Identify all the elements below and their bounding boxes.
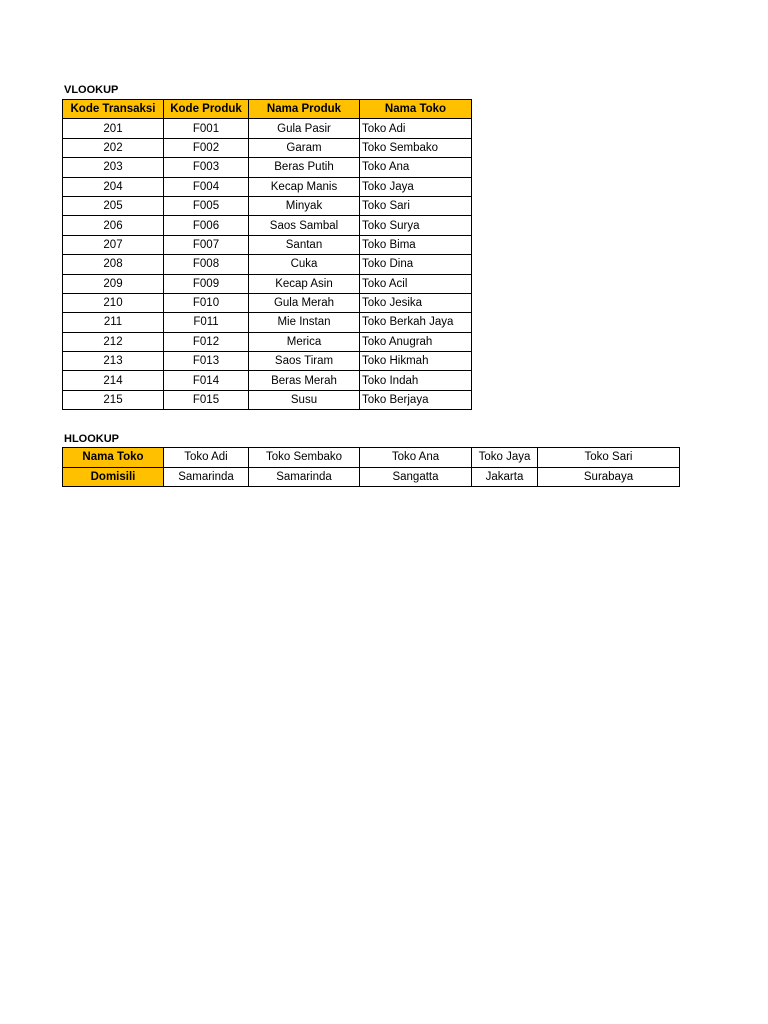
- header-nama-produk: Nama Produk: [249, 100, 360, 119]
- table-row: [63, 293, 472, 312]
- nama-produk-cell[interactable]: Garam: [249, 138, 360, 157]
- nama-produk-cell[interactable]: Santan: [249, 235, 360, 254]
- nama-produk-cell[interactable]: Saos Sambal: [249, 216, 360, 235]
- table-row: [63, 235, 472, 254]
- hlookup-cell[interactable]: Toko Adi: [164, 448, 249, 468]
- nama-toko-cell[interactable]: Toko Jesika: [360, 293, 472, 312]
- kode-produk-cell[interactable]: F015: [164, 390, 249, 409]
- kode-produk-cell[interactable]: F005: [164, 196, 249, 215]
- kode-transaksi-cell[interactable]: 202: [63, 138, 164, 157]
- kode-transaksi-cell[interactable]: 208: [63, 255, 164, 274]
- hlookup-table: [62, 447, 680, 487]
- kode-produk-cell[interactable]: F002: [164, 138, 249, 157]
- nama-produk-cell[interactable]: Kecap Manis: [249, 177, 360, 196]
- kode-transaksi-cell[interactable]: 204: [63, 177, 164, 196]
- header-kode-transaksi: Kode Transaksi: [63, 100, 164, 119]
- table-row: [63, 371, 472, 390]
- table-row: [63, 158, 472, 177]
- kode-transaksi-cell[interactable]: 215: [63, 390, 164, 409]
- table-row: [63, 313, 472, 332]
- hlookup-cell[interactable]: Surabaya: [538, 467, 680, 487]
- nama-toko-cell[interactable]: Toko Berkah Jaya: [360, 313, 472, 332]
- vlookup-table: [62, 99, 472, 410]
- nama-produk-cell[interactable]: Gula Merah: [249, 293, 360, 312]
- kode-transaksi-cell[interactable]: 209: [63, 274, 164, 293]
- nama-toko-cell[interactable]: Toko Bima: [360, 235, 472, 254]
- domisili-row: [63, 467, 680, 487]
- nama-produk-cell[interactable]: Merica: [249, 332, 360, 351]
- nama-toko-cell[interactable]: Toko Anugrah: [360, 332, 472, 351]
- nama-produk-cell[interactable]: Mie Instan: [249, 313, 360, 332]
- hlookup-cell[interactable]: Samarinda: [249, 467, 360, 487]
- kode-produk-cell[interactable]: F011: [164, 313, 249, 332]
- kode-transaksi-cell[interactable]: 201: [63, 119, 164, 138]
- nama-toko-cell[interactable]: Toko Indah: [360, 371, 472, 390]
- kode-produk-cell[interactable]: F001: [164, 119, 249, 138]
- table-row: [63, 274, 472, 293]
- kode-produk-cell[interactable]: F006: [164, 216, 249, 235]
- kode-produk-cell[interactable]: F009: [164, 274, 249, 293]
- hlookup-cell[interactable]: Jakarta: [472, 467, 538, 487]
- kode-produk-cell[interactable]: F014: [164, 371, 249, 390]
- table-row: [63, 390, 472, 409]
- table-row: [63, 332, 472, 351]
- kode-transaksi-cell[interactable]: 213: [63, 352, 164, 371]
- nama-produk-cell[interactable]: Beras Merah: [249, 371, 360, 390]
- kode-produk-cell[interactable]: F007: [164, 235, 249, 254]
- nama-produk-cell[interactable]: Beras Putih: [249, 158, 360, 177]
- kode-produk-cell[interactable]: F008: [164, 255, 249, 274]
- kode-transaksi-cell[interactable]: 203: [63, 158, 164, 177]
- hlookup-cell[interactable]: Samarinda: [164, 467, 249, 487]
- hlookup-cell[interactable]: Sangatta: [360, 467, 472, 487]
- table-row: [63, 352, 472, 371]
- hlookup-cell[interactable]: Toko Jaya: [472, 448, 538, 468]
- nama-produk-cell[interactable]: Saos Tiram: [249, 352, 360, 371]
- vlookup-title: VLOOKUP: [64, 84, 119, 96]
- kode-produk-cell[interactable]: F012: [164, 332, 249, 351]
- vlookup-header-row: [63, 100, 472, 119]
- nama-toko-cell[interactable]: Toko Adi: [360, 119, 472, 138]
- row-header: Nama Toko: [63, 448, 164, 468]
- nama-toko-cell[interactable]: Toko Acil: [360, 274, 472, 293]
- nama-toko-cell[interactable]: Toko Berjaya: [360, 390, 472, 409]
- kode-transaksi-cell[interactable]: 212: [63, 332, 164, 351]
- nama-produk-cell[interactable]: Cuka: [249, 255, 360, 274]
- hlookup-cell[interactable]: Toko Sembako: [249, 448, 360, 468]
- nama-produk-cell[interactable]: Minyak: [249, 196, 360, 215]
- hlookup-title: HLOOKUP: [64, 433, 119, 445]
- nama-toko-cell[interactable]: Toko Hikmah: [360, 352, 472, 371]
- row-header: Domisili: [63, 467, 164, 487]
- nama-produk-cell[interactable]: Kecap Asin: [249, 274, 360, 293]
- nama-toko-cell[interactable]: Toko Sembako: [360, 138, 472, 157]
- nama-toko-cell[interactable]: Toko Surya: [360, 216, 472, 235]
- table-row: [63, 119, 472, 138]
- table-row: [63, 138, 472, 157]
- nama-toko-cell[interactable]: Toko Ana: [360, 158, 472, 177]
- nama-toko-cell[interactable]: Toko Jaya: [360, 177, 472, 196]
- nama-toko-cell[interactable]: Toko Sari: [360, 196, 472, 215]
- nama-produk-cell[interactable]: Susu: [249, 390, 360, 409]
- table-row: [63, 255, 472, 274]
- kode-produk-cell[interactable]: F003: [164, 158, 249, 177]
- header-kode-produk: Kode Produk: [164, 100, 249, 119]
- kode-transaksi-cell[interactable]: 205: [63, 196, 164, 215]
- kode-transaksi-cell[interactable]: 214: [63, 371, 164, 390]
- table-row: [63, 196, 472, 215]
- kode-produk-cell[interactable]: F004: [164, 177, 249, 196]
- table-row: [63, 177, 472, 196]
- kode-transaksi-cell[interactable]: 207: [63, 235, 164, 254]
- hlookup-cell[interactable]: Toko Ana: [360, 448, 472, 468]
- nama-produk-cell[interactable]: Gula Pasir: [249, 119, 360, 138]
- kode-transaksi-cell[interactable]: 211: [63, 313, 164, 332]
- kode-produk-cell[interactable]: F013: [164, 352, 249, 371]
- header-nama-toko: Nama Toko: [360, 100, 472, 119]
- kode-produk-cell[interactable]: F010: [164, 293, 249, 312]
- nama-toko-row: [63, 448, 680, 468]
- table-row: [63, 216, 472, 235]
- kode-transaksi-cell[interactable]: 206: [63, 216, 164, 235]
- hlookup-cell[interactable]: Toko Sari: [538, 448, 680, 468]
- nama-toko-cell[interactable]: Toko Dina: [360, 255, 472, 274]
- kode-transaksi-cell[interactable]: 210: [63, 293, 164, 312]
